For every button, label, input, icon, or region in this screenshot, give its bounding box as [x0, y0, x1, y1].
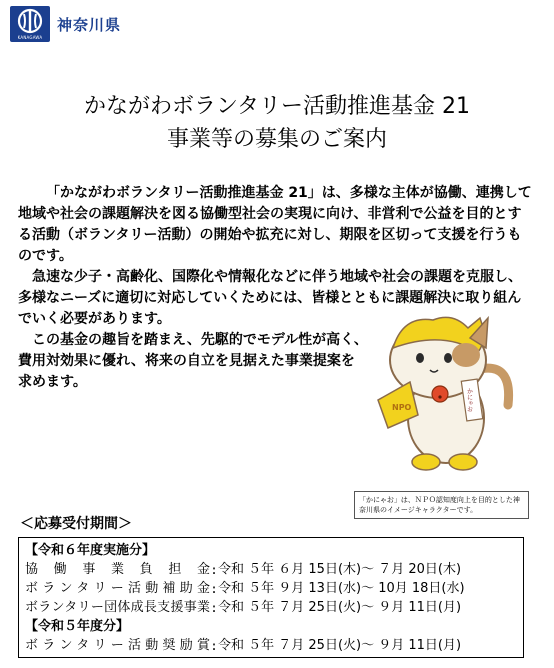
prefecture-emblem-icon — [15, 8, 45, 34]
schedule-row — [25, 636, 517, 655]
schedule-category: 【令和５年度分】 — [25, 619, 130, 634]
schedule-label: ボランタリー活動奨励賞 — [25, 638, 210, 653]
sash-text: かにゃお — [465, 388, 473, 412]
schedule-label: ボランタリー活動補助金 — [25, 581, 210, 596]
mascot-caption: 「かにゃお」は、ＮＰＯ認知度向上を目的とした神奈川県のイメージキャラクターです。 — [354, 491, 529, 519]
schedule-row — [25, 598, 517, 617]
schedule-dates: 令和 ５年 ６月 15日(木)～ ７月 20日(木) — [218, 562, 462, 577]
schedule-dates: 令和 ５年 ９月 13日(水)～ 10月 18日(水) — [218, 581, 465, 596]
schedule-dates: 令和 ５年 ７月 25日(火)～ ９月 11日(月) — [218, 638, 462, 653]
npo-badge-text: NPO — [392, 403, 412, 412]
intro-paragraph: 「かながわボランタリー活動推進基金 21」は、多様な主体が協働、連携して地域や社会の課題解決を図る協働型社会の実現に向け、非営利で公益を目的とする活動（ボランタリー活動）の開始や拡充に対し、期限を区切って支援を行うものです。 — [18, 185, 532, 264]
schedule-label: 協働事業負担金 — [25, 562, 210, 577]
page-title-line2: 事業等の募集のご案内 — [166, 127, 387, 152]
logo-caption: KANAGAWA — [17, 35, 43, 40]
schedule-colon: : — [210, 581, 218, 596]
application-period-heading: ＜応募受付期間＞ — [20, 516, 132, 532]
page-title-line1: かながわボランタリー活動推進基金 21 — [83, 94, 471, 119]
schedule-colon: : — [210, 600, 218, 615]
page-header — [10, 6, 121, 42]
background-paragraph: 急速な少子・高齢化、国際化や情報化などに伴う地域や社会の課題を克服し、多様なニーズに適切に対応していくためには、皆様とともに課題解決に取り組んでいく必要があります。 — [18, 269, 522, 327]
schedule-row — [25, 560, 517, 579]
schedule-category: 【令和６年度実施分】 — [25, 543, 156, 558]
prefecture-name: 神奈川県 — [57, 15, 122, 34]
schedule-dates: 令和 ５年 ７月 25日(火)～ ９月 11日(月) — [218, 600, 462, 615]
kanyao-mascot-illustration — [348, 310, 523, 490]
application-schedule-box — [18, 537, 524, 658]
schedule-colon: : — [210, 638, 218, 653]
schedule-row — [25, 579, 517, 598]
schedule-label: ボランタリー団体成長支援事業 — [25, 600, 210, 615]
request-paragraph: この基金の趣旨を踏まえ、先駆的でモデル性が高く、費用対効果に優れ、将来の自立を見据えた事業提案を求めます。 — [18, 332, 368, 390]
schedule-colon: : — [210, 562, 218, 577]
kanagawa-logo — [10, 6, 50, 42]
